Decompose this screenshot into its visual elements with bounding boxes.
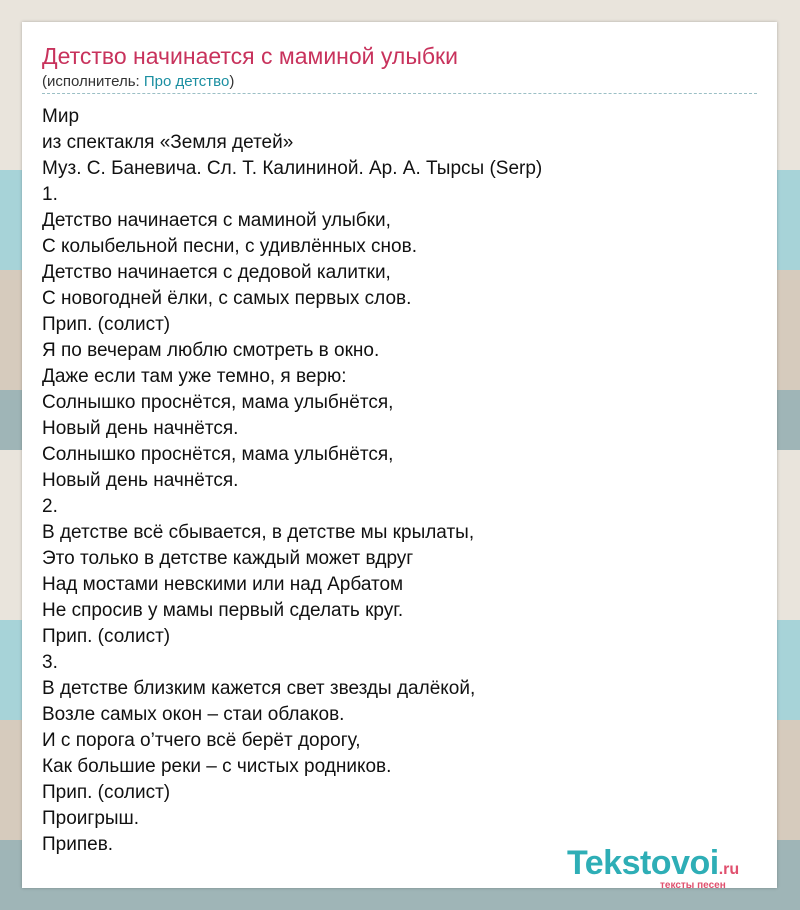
lyric-line: В детстве близким кажется свет звезды далёкой, xyxy=(42,678,476,699)
lyric-line: Солнышко проснётся, мама улыбнётся, xyxy=(42,392,394,413)
lyrics-text xyxy=(42,104,542,858)
lyric-line: В детстве всё сбывается, в детстве мы крылаты, xyxy=(42,522,475,543)
logo-main-text: Tekstovoi xyxy=(567,844,719,882)
lyric-line: Над мостами невскими или над Арбатом xyxy=(42,574,404,595)
lyric-line: С колыбельной песни, с удивлённых снов. xyxy=(42,236,417,257)
lyric-line: Мир xyxy=(42,106,80,127)
lyric-line: Детство начинается с маминой улыбки, xyxy=(42,210,391,231)
lyric-line: 3. xyxy=(42,652,58,673)
lyric-line: из спектакля «Земля детей» xyxy=(42,132,294,153)
lyric-line: Солнышко проснётся, мама улыбнётся, xyxy=(42,444,394,465)
performer-suffix: ) xyxy=(229,73,235,90)
lyric-line: Я по вечерам люблю смотреть в окно. xyxy=(42,340,380,361)
lyric-line: Новый день начнётся. xyxy=(42,470,239,491)
lyric-line: Прип. (солист) xyxy=(42,626,171,647)
lyric-line: 1. xyxy=(42,184,58,205)
lyric-line: Припев. xyxy=(42,834,114,855)
performer-link[interactable]: Про детство xyxy=(143,73,230,90)
lyric-line: Новый день начнётся. xyxy=(42,418,239,439)
lyric-line: Прип. (солист) xyxy=(42,314,171,335)
performer-prefix: (исполнитель: xyxy=(42,73,144,90)
lyric-line: Детство начинается с дедовой калитки, xyxy=(42,262,391,283)
lyric-line: Это только в детстве каждый может вдруг xyxy=(42,548,414,569)
lyric-line: Прип. (солист) xyxy=(42,782,171,803)
song-title: Детство начинается с маминой улыбки xyxy=(42,43,458,69)
performer-line xyxy=(42,73,234,90)
lyric-line: Проигрыш. xyxy=(42,808,140,829)
lyric-line: С новогодней ёлки, с самых первых слов. xyxy=(42,288,412,309)
lyric-line: 2. xyxy=(42,496,58,517)
lyric-line: И с порога о’тчего всё берёт дорогу, xyxy=(42,730,361,751)
logo-tld-text: .ru xyxy=(718,861,740,878)
divider xyxy=(42,93,757,94)
lyrics-card xyxy=(22,22,777,891)
lyric-line: Муз. С. Баневича. Сл. Т. Калининой. Ар. А. Тырсы (Serp) xyxy=(42,158,543,179)
lyric-line: Даже если там уже темно, я верю: xyxy=(42,366,347,387)
lyric-line: Как большие реки – с чистых родников. xyxy=(42,756,392,777)
logo-subtitle: тексты песен xyxy=(660,880,726,891)
lyric-line: Не спросив у мамы первый сделать круг. xyxy=(42,600,404,621)
lyric-line: Возле самых окон – стаи облаков. xyxy=(42,704,345,725)
site-logo[interactable] xyxy=(567,844,740,891)
